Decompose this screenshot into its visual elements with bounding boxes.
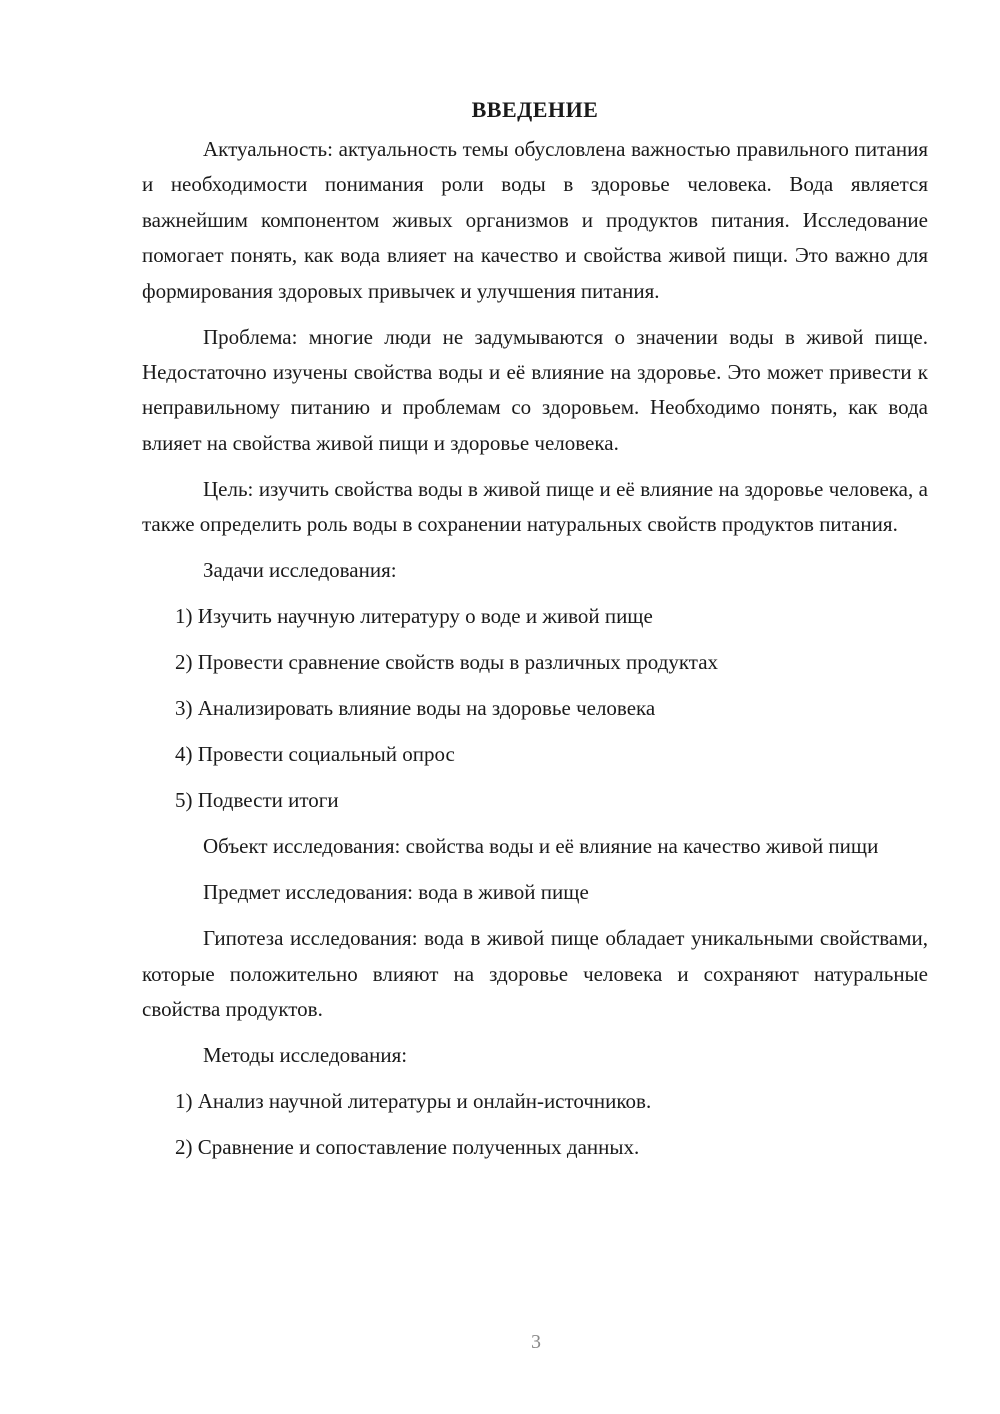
hypothesis-paragraph: Гипотеза исследования: вода в живой пище обладает уникальными свойствами, которые положительно влияют на здоровье человека и сохраняют натуральные свойства продуктов. [142,926,928,1022]
task-item-1: 1) Изучить научную литературу о воде и живой пище [175,604,653,629]
method-item-1: 1) Анализ научной литературы и онлайн-источников. [175,1089,652,1114]
tasks-heading: Задачи исследования: [203,558,397,583]
page-title: ВВЕДЕНИЕ [471,97,599,122]
task-item-4: 4) Провести социальный опрос [175,742,455,767]
relevance-paragraph: Актуальность: актуальность темы обусловлена важностью правильного питания и необходимости понимания роли воды в здоровье человека. Вода является важнейшим компонентом живых организмов и продуктов питания. Исследование помогает понять, как вода влияет на качество и свойства живой пищи. Это важно для формирования здоровых привычек и улучшения питания. [142,137,928,303]
task-item-5: 5) Подвести итоги [175,788,339,813]
goal-paragraph: Цель: изучить свойства воды в живой пище и её влияние на здоровье человека, а также определить роль воды в сохранении натуральных свойств продуктов питания. [142,476,928,537]
object-paragraph: Объект исследования: свойства воды и её влияние на качество живой пищи [203,834,879,859]
document-page [142,88,928,1176]
method-item-2: 2) Сравнение и сопоставление полученных данных. [175,1135,640,1160]
methods-heading: Методы исследования: [203,1043,408,1068]
page-number: 3 [531,1331,541,1353]
subject-paragraph: Предмет исследования: вода в живой пище [203,880,589,905]
task-item-2: 2) Провести сравнение свойств воды в различных продуктах [175,650,719,675]
task-item-3: 3) Анализировать влияние воды на здоровье человека [175,696,656,721]
problem-paragraph: Проблема: многие люди не задумываются о значении воды в живой пище. Недостаточно изучены свойства воды и её влияние на здоровье. Это может привести к неправильному питанию и проблемам со здоровьем. Необходимо понять, как вода влияет на свойства живой пищи и здоровье человека. [142,324,928,455]
